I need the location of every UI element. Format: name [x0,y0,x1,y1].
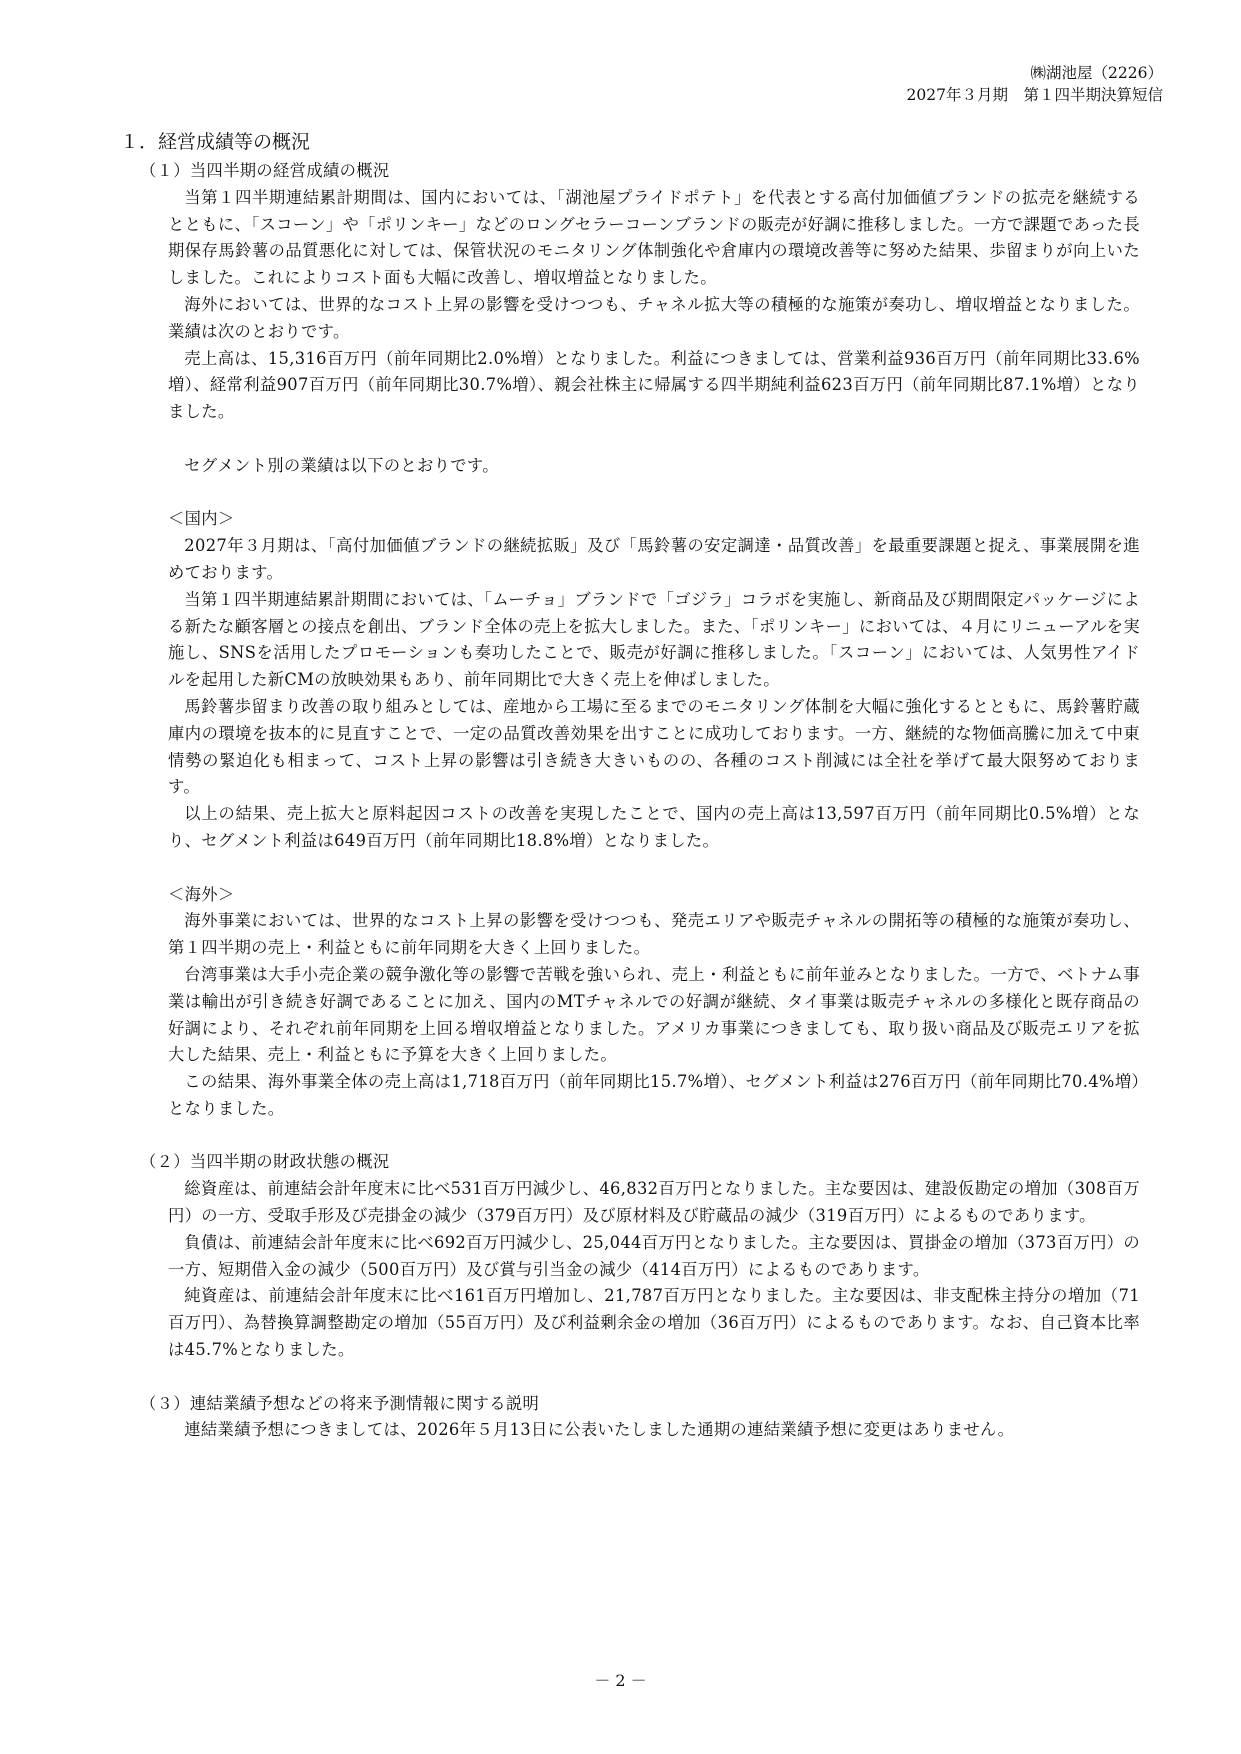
subsection-heading-3: （３）連結業績予想などの将来予測情報に関する説明 [140,1393,540,1413]
paragraph: 売上高は、15,316百万円（前年同期比2.0%増）となりました。利益につきましては、営業利益936百万円（前年同期比33.6%増）、経常利益907百万円（前年同期比30.7%増）、親会社株主に帰属する四半期純利益623百万円（前年同期比87.1%増）となりました。 [168,348,1140,422]
segment-label-overseas: ＜海外＞ [168,884,235,904]
paragraph: 負債は、前連結会計年度末に比べ692百万円減少し、25,044百万円となりました。主な要因は、買掛金の増加（373百万円）の一方、短期借入金の減少（500百万円）及び賞与引当金の減少（414百万円）によるものであります。 [168,1232,1140,1279]
paragraph: 海外事業においては、世界的なコスト上昇の影響を受けつつも、発売エリアや販売チャネルの開拓等の積極的な施策が奏功し、第１四半期の売上・利益ともに前年同期を大きく上回りました。 [168,911,1140,958]
paragraph: 海外においては、世界的なコスト上昇の影響を受けつつも、チャネル拡大等の積極的な施策が奏功し、増収増益となりました。業績は次のとおりです。 [168,294,1140,341]
paragraph: 台湾事業は大手小売企業の競争激化等の影響で苦戦を強いられ、売上・利益ともに前年並みとなりました。一方で、ベトナム事業は輸出が引き続き好調であることに加え、国内のMTチャネルでの好調が継続、タイ事業は販売チャネルの多様化と既存商品の好調により、それぞれ前年同期を上回る増収増益となりました。アメリカ事業につきましても、取り扱い商品及び販売エリアを拡大した結果、売上・利益ともに予算を大きく上回りました。 [168,964,1140,1065]
company-name: ㈱湖池屋（2226） [1030,64,1163,82]
subsection-heading-1: （１）当四半期の経営成績の概況 [140,161,390,180]
subsection-body-2 [140,1176,1140,1364]
paragraph: 以上の結果、売上拡大と原料起因コストの改善を実現したことで、国内の売上高は13,597百万円（前年同期比0.5%増）となり、セグメント利益は649百万円（前年同期比18.8%増）となりました。 [168,804,1140,850]
section-title: １．経営成績等の概況 [120,131,311,153]
document-body [140,158,1140,1444]
paragraph: 連結業績予想につきましては、2026年５月13日に公表いたしました通期の連結業績予想に変更はありません。 [184,1420,1015,1440]
page-number: － 2 － [594,1671,647,1690]
paragraph: 総資産は、前連結会計年度末に比べ531百万円減少し、46,832百万円となりました。主な要因は、建設仮勘定の増加（308百万円）の一方、受取手形及び売掛金の減少（379百万円）及び原材料及び貯蔵品の減少（319百万円）によるものであります。 [168,1179,1140,1226]
document-header [907,62,1163,106]
paragraph: 当第１四半期連結累計期間においては、「ムーチョ」ブランドで「ゴジラ」コラボを実施し、新商品及び期間限定パッケージによる新たな顧客層との接点を創出、ブランド全体の売上を拡大しました。また、「ポリンキー」においては、４月にリニューアルを実施し、SNSを活用したプロモーションも奏功したことで、販売が好調に推移しました。「スコーン」においては、人気男性アイドルを起用した新CMの放映効果もあり、前年同期比で大きく売上を伸ばしました。 [168,589,1140,690]
paragraph: 純資産は、前連結会計年度末に比べ161百万円増加し、21,787百万円となりました。主な要因は、非支配株主持分の増加（71百万円）、為替換算調整勘定の増加（55百万円）及び利益剰余金の増加（36百万円）によるものであります。なお、自己資本比率は45.7%となりました。 [168,1286,1140,1360]
paragraph: 2027年３月期は、「高付加価値ブランドの継続拡販」及び「馬鈴薯の安定調達・品質改善」を最重要課題と捉え、事業展開を進めております。 [168,536,1140,582]
paragraph: 当第１四半期連結累計期間は、国内においては、「湖池屋プライドポテト」を代表とする高付加価値ブランドの拡売を継続するとともに、「スコーン」や「ポリンキー」などのロングセラーコーンブランドの販売が好調に推移しました。一方で課題であった長期保存馬鈴薯の品質悪化に対しては、保管状況のモニタリング体制強化や倉庫内の環境改善等に努めた結果、歩留まりが向上いたしました。これによりコスト面も大幅に改善し、増収増益となりました。 [168,187,1140,288]
paragraph: セグメント別の業績は以下のとおりです。 [184,455,499,475]
subsection-heading-2: （２）当四半期の財政状態の概況 [140,1152,390,1172]
paragraph: この結果、海外事業全体の売上高は1,718百万円（前年同期比15.7%増）、セグメント利益は276百万円（前年同期比70.4%増）となりました。 [168,1072,1140,1118]
subsection-body-3 [140,1417,1140,1444]
report-title: 2027年３月期 第１四半期決算短信 [906,86,1163,104]
subsection-body-1 [140,185,1140,1123]
segment-label-domestic: ＜国内＞ [168,509,235,529]
paragraph: 馬鈴薯歩留まり改善の取り組みとしては、産地から工場に至るまでのモニタリング体制を大幅に強化するとともに、馬鈴薯貯蔵庫内の環境を抜本的に見直すことで、一定の品質改善効果を出すことに成功しております。一方、継続的な物価高騰に加えて中東情勢の緊迫化も相まって、コスト上昇の影響は引き続き大きいものの、各種のコスト削減には全社を挙げて最大限努めております。 [168,696,1140,797]
